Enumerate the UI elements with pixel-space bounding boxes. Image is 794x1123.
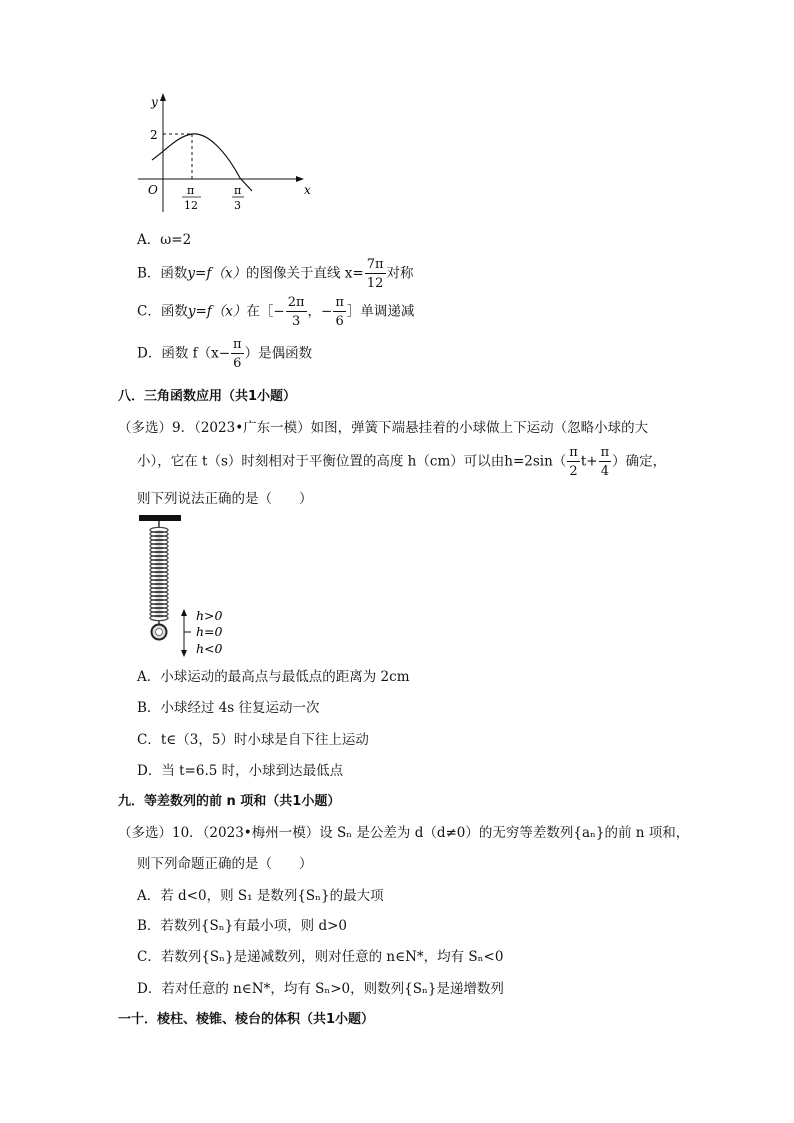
x-tick2-num: π — [234, 184, 242, 197]
sine-curve — [152, 134, 252, 191]
q8-c-fraction1 — [286, 296, 307, 328]
q10-option-d: D．若对任意的 n∈N*，均有 Sₙ>0，则数列{Sₙ}是递增数列 — [137, 981, 504, 997]
q9-line2-h: h=2sin（ — [504, 453, 567, 470]
q9-num2: π — [600, 445, 610, 460]
q9-option-c: C．t∈（3，5）时小球是自下往上运动 — [137, 732, 369, 748]
q9-line2-pre: 小），它在 t（s）时刻相对于平衡位置的高度 h（cm）可以由 — [137, 453, 505, 470]
q8-option-c — [137, 296, 414, 328]
q8-c-mid: 在［− — [246, 303, 285, 320]
y-axis-label: y — [151, 95, 158, 109]
q8-c-den2: 6 — [333, 311, 346, 328]
direction-arrow-up — [181, 609, 187, 616]
q8-b-post: 对称 — [386, 265, 414, 282]
q10-option-a: A．若 d<0，则 S₁ 是数列{Sₙ}的最大项 — [137, 888, 384, 904]
q9-line1: （多选）9．（2023•广东一模）如图，弹簧下端悬挂着的小球做上下运动（忽略小球的大 — [118, 420, 649, 436]
q8-c-post: ］单调递减 — [346, 303, 415, 320]
q8-b-den: 12 — [365, 273, 386, 290]
q8-b-pre: B．函数 — [137, 265, 188, 282]
q10-option-c: C．若数列{Sₙ}是递减数列，则对任意的 n∈N*，均有 Sₙ<0 — [137, 949, 504, 965]
q8-d-num: π — [233, 337, 242, 352]
q8-d-f: f（x− — [192, 345, 231, 362]
q9-line3: 则下列说法正确的是（ ） — [137, 491, 313, 507]
q8-b-mid: 的图像关于直线 — [245, 265, 341, 282]
q10-line1: （多选）10．（2023•梅州一模）设 Sₙ 是公差为 d（d≠0）的无穷等差数列{aₙ}的前 n 项和， — [118, 825, 690, 841]
q8-b-fraction — [365, 258, 386, 290]
q8-c-fraction2 — [333, 296, 346, 328]
y-tick-label: 2 — [150, 128, 158, 142]
q9-line2-post: ）确定， — [612, 453, 667, 470]
q8-d-den: 6 — [231, 353, 244, 370]
q8-option-d — [137, 338, 312, 370]
q9-option-d: D．当 t=6.5 时，小球到达最低点 — [137, 763, 344, 779]
q8-c-den1: 3 — [286, 311, 307, 328]
section-8-title: 八．三角函数应用（共1小题） — [118, 389, 297, 404]
q8-d-fraction — [231, 338, 244, 370]
direction-arrow-down — [181, 650, 187, 657]
q9-option-b: B．小球经过 4s 往复运动一次 — [137, 700, 320, 716]
q9-den2: 4 — [599, 461, 612, 478]
spring-label-positive: h>0 — [196, 608, 223, 623]
x-axis-arrow — [296, 176, 304, 182]
q9-line2 — [137, 446, 666, 478]
sine-graph — [130, 88, 330, 218]
x-tick1-den: 12 — [184, 199, 198, 212]
y-axis-arrow — [160, 93, 166, 101]
x-axis-label: x — [304, 183, 311, 197]
q8-option-b — [137, 258, 414, 290]
q8-c-func: y=f（x） — [187, 303, 247, 320]
section-10-title: 一十．棱柱、棱锥、棱台的体积（共1小题） — [118, 1012, 375, 1027]
q8-b-num: 7π — [366, 257, 384, 272]
q8-c-comma: ，− — [307, 303, 333, 320]
q9-line2-t: t+ — [580, 453, 598, 470]
section-9-title: 九．等差数列的前 n 项和（共1小题） — [118, 794, 341, 809]
spring-figure — [135, 510, 245, 660]
q8-c-pre: C．函数 — [137, 303, 188, 320]
q8-d-pre: D．函数 — [137, 345, 189, 362]
x-tick2-den: 3 — [234, 199, 241, 212]
q8-c-num2: π — [335, 295, 344, 310]
q10-line2: 则下列命题正确的是（ ） — [137, 856, 313, 872]
spring-coil — [150, 527, 168, 620]
q9-fraction1 — [567, 446, 580, 478]
x-tick1-num: π — [187, 184, 195, 197]
q8-c-num1: 2π — [287, 295, 305, 310]
q9-num1: π — [569, 445, 578, 460]
q8-option-a: A．ω=2 — [137, 232, 192, 248]
spring-ball-highlight — [156, 629, 163, 636]
q8-b-func: y=f（x） — [187, 265, 246, 282]
origin-label: O — [148, 183, 158, 197]
spring-label-zero: h=0 — [196, 624, 223, 639]
q8-d-post: ）是偶函数 — [244, 345, 313, 362]
spring-ceiling — [139, 515, 181, 521]
q10-option-b: B．若数列{Sₙ}有最小项，则 d>0 — [137, 918, 348, 934]
q8-b-x: x= — [344, 265, 364, 282]
spring-label-negative: h<0 — [196, 641, 223, 656]
q9-fraction2 — [599, 446, 612, 478]
q9-den1: 2 — [567, 461, 580, 478]
q9-option-a: A．小球运动的最高点与最低点的距离为 2cm — [137, 669, 410, 685]
